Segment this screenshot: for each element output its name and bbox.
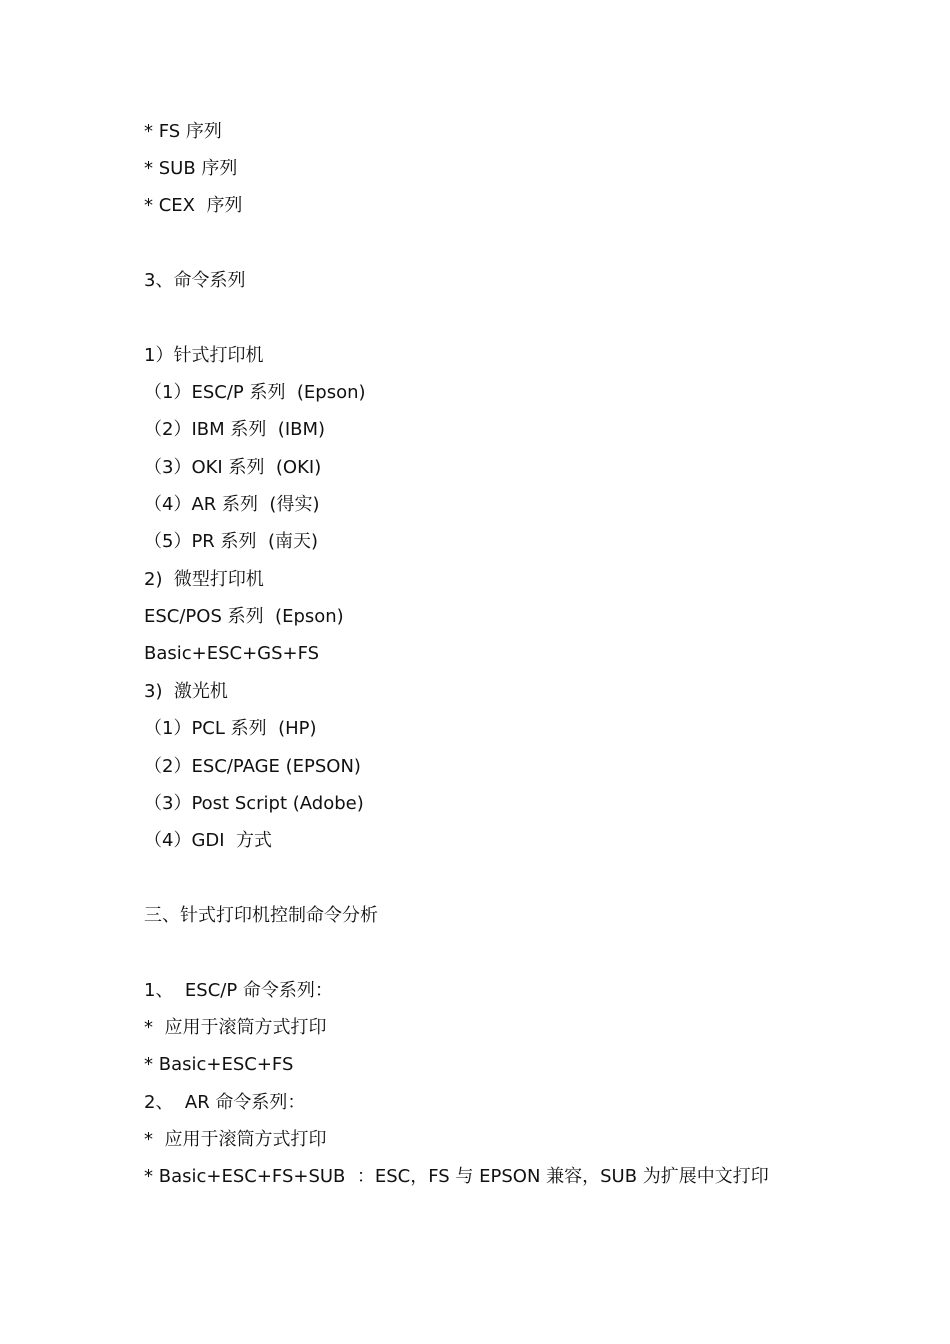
- list-item: （5）PR 系列 (南天): [144, 531, 319, 552]
- list-item: （1）ESC/P 系列 (Epson): [144, 382, 366, 403]
- text-line: * Basic+ESC+FS: [144, 1054, 294, 1075]
- list-item: （2）IBM 系列 (IBM): [144, 419, 326, 440]
- text-line: Basic+ESC+GS+FS: [144, 643, 320, 664]
- list-item: （4）GDI 方式: [144, 830, 273, 851]
- list-item: （3）Post Script (Adobe): [144, 793, 364, 814]
- list-item: （3）OKI 系列 (OKI): [144, 457, 322, 478]
- subsection-heading: 2) 微型打印机: [144, 569, 264, 590]
- subsection-heading: 1、 ESC/P 命令系列：: [144, 980, 333, 1001]
- list-item: （2）ESC/PAGE (EPSON): [144, 756, 361, 777]
- text-line: * 应用于滚筒方式打印: [144, 1017, 327, 1038]
- text-line: * CEX 序列: [144, 195, 243, 216]
- text-line: * SUB 序列: [144, 158, 238, 179]
- text-line: * 应用于滚筒方式打印: [144, 1129, 327, 1150]
- text-line: * FS 序列: [144, 121, 222, 142]
- list-item: （1）PCL 系列 (HP): [144, 718, 317, 739]
- section-heading: 3、命令系列: [144, 270, 246, 291]
- text-line: ESC/POS 系列 (Epson): [144, 606, 344, 627]
- subsection-heading: 3) 激光机: [144, 681, 228, 702]
- subsection-heading: 2、 AR 命令系列：: [144, 1092, 306, 1113]
- subsection-heading: 1）针式打印机: [144, 345, 264, 366]
- section-heading: 三、针式打印机控制命令分析: [144, 905, 378, 926]
- list-item: （4）AR 系列 (得实): [144, 494, 320, 515]
- text-line: * Basic+ESC+FS+SUB ：ESC，FS 与 EPSON 兼容，SUB 为扩展中文打印: [144, 1166, 769, 1187]
